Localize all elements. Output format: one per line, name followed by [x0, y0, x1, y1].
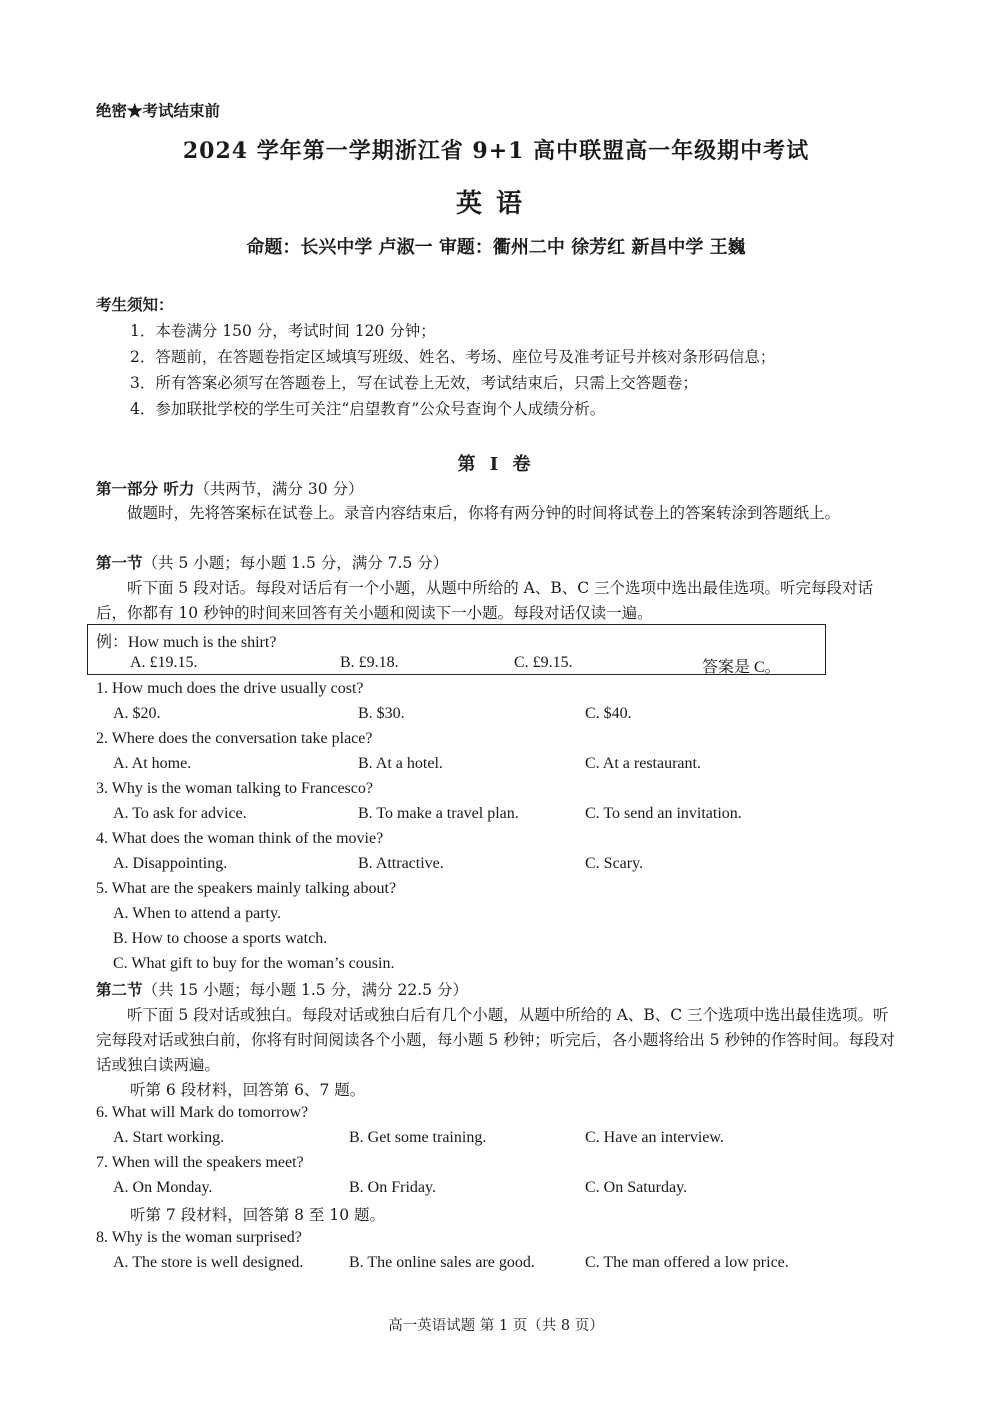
question-text: 8. Why is the woman surprised?	[96, 1229, 302, 1246]
option-a: A. $20.	[113, 705, 161, 722]
option-a: A. To ask for advice.	[113, 805, 247, 822]
notice-item: 4．参加联批学校的学生可关注“启望教育”公众号查询个人成绩分析。	[130, 400, 606, 418]
option-c: C. At a restaurant.	[585, 755, 701, 772]
example-answer: 答案是 C。	[702, 659, 781, 676]
option-b: B. To make a travel plan.	[358, 805, 519, 822]
option-b: B. At a hotel.	[358, 755, 443, 772]
notice-heading: 考生须知：	[96, 295, 174, 314]
section2-instruction: 听下面 5 段对话或独白。每段对话或独白后有几个小题，从题中所给的 A、B、C 三个选项中选出最佳选项。听完每段对话或独白前，你将有时间阅读各个小题，每小题 5 秒钟；听完后，各小题将给出 5 秒钟的作答时间。每段对话或独白读两遍。	[96, 1006, 895, 1074]
question-text: 3. Why is the woman talking to Francesco?	[96, 780, 373, 797]
part1-heading-bold: 第一部分 听力	[96, 479, 195, 498]
option-c: C. Have an interview.	[585, 1129, 724, 1146]
confidential-label: 绝密★考试结束前	[96, 101, 221, 120]
part1-instruction: 做题时，先将答案标在试卷上。录音内容结束后，你将有两分钟的时间将试卷上的答案转涂到答题纸上。	[127, 504, 841, 522]
example-option-b: B. £9.18.	[340, 654, 399, 671]
material-note: 听第 7 段材料，回答第 8 至 10 题。	[130, 1206, 386, 1224]
option-b: B. How to choose a sports watch.	[113, 930, 328, 947]
option-a: A. On Monday.	[113, 1179, 213, 1196]
option-b: B. The online sales are good.	[349, 1254, 535, 1271]
option-c: C. Scary.	[585, 855, 644, 872]
option-b: B. Attractive.	[358, 855, 444, 872]
section2-heading-rest: （共 15 小题；每小题 1.5 分，满分 22.5 分）	[142, 981, 468, 999]
question-text: 1. How much does the drive usually cost?	[96, 680, 364, 697]
notice-item: 2．答题前，在答题卷指定区域填写班级、姓名、考场、座位号及准考证号并核对条形码信息；	[130, 348, 776, 366]
option-a: A. Disappointing.	[113, 855, 228, 872]
subject-title: 英语	[455, 189, 536, 219]
material-note: 听第 6 段材料，回答第 6、7 题。	[130, 1081, 366, 1099]
option-a: A. The store is well designed.	[113, 1254, 304, 1271]
page-footer: 高一英语试题 第 1 页（共 8 页）	[388, 1318, 604, 1334]
authors-line: 命题：长兴中学 卢淑一 审题：衢州二中 徐芳红 新昌中学 王巍	[246, 237, 746, 258]
example-option-a: A. £19.15.	[130, 654, 198, 671]
option-c: C. On Saturday.	[585, 1179, 688, 1196]
option-a: A. Start working.	[113, 1129, 225, 1146]
exam-title: 2024 学年第一学期浙江省 9+1 高中联盟高一年级期中考试	[182, 138, 810, 164]
option-b: B. $30.	[358, 705, 405, 722]
question-text: 7. When will the speakers meet?	[96, 1154, 304, 1171]
section2-heading-bold: 第二节	[96, 980, 143, 999]
notice-item: 3．所有答案必须写在答题卷上，写在试卷上无效，考试结束后，只需上交答题卷；	[130, 374, 698, 392]
option-c: C. $40.	[585, 705, 632, 722]
part1-heading-rest: （共两节，满分 30 分）	[194, 480, 364, 498]
section1-heading-bold: 第一节	[96, 553, 143, 572]
section1-instruction: 听下面 5 段对话。每段对话后有一个小题，从题中所给的 A、B、C 三个选项中选出最佳选项。听完每段对话后，你都有 10 秒钟的时间来回答有关小题和阅读下一小题。每段对话仅读一遍。	[96, 579, 874, 622]
example-question: 例：How much is the shirt?	[96, 634, 277, 651]
option-b: B. On Friday.	[349, 1179, 436, 1196]
question-text: 6. What will Mark do tomorrow?	[96, 1104, 309, 1121]
volume-title: 第 I 卷	[457, 454, 535, 475]
question-text: 2. Where does the conversation take place?	[96, 730, 373, 747]
option-b: B. Get some training.	[349, 1129, 487, 1146]
section1-heading-rest: （共 5 小题；每小题 1.5 分，满分 7.5 分）	[142, 554, 449, 572]
section2-heading	[96, 978, 468, 1000]
option-c: C. To send an invitation.	[585, 805, 742, 822]
part1-heading	[96, 477, 363, 499]
example-option-c: C. £9.15.	[514, 654, 573, 671]
section1-heading	[96, 551, 448, 573]
option-a: A. When to attend a party.	[113, 905, 281, 922]
option-a: A. At home.	[113, 755, 192, 772]
option-c: C. What gift to buy for the woman’s cousin.	[113, 955, 395, 972]
option-c: C. The man offered a low price.	[585, 1254, 789, 1271]
question-text: 5. What are the speakers mainly talking about?	[96, 880, 397, 897]
question-text: 4. What does the woman think of the movie?	[96, 830, 384, 847]
notice-item: 1．本卷满分 150 分，考试时间 120 分钟；	[130, 322, 436, 340]
